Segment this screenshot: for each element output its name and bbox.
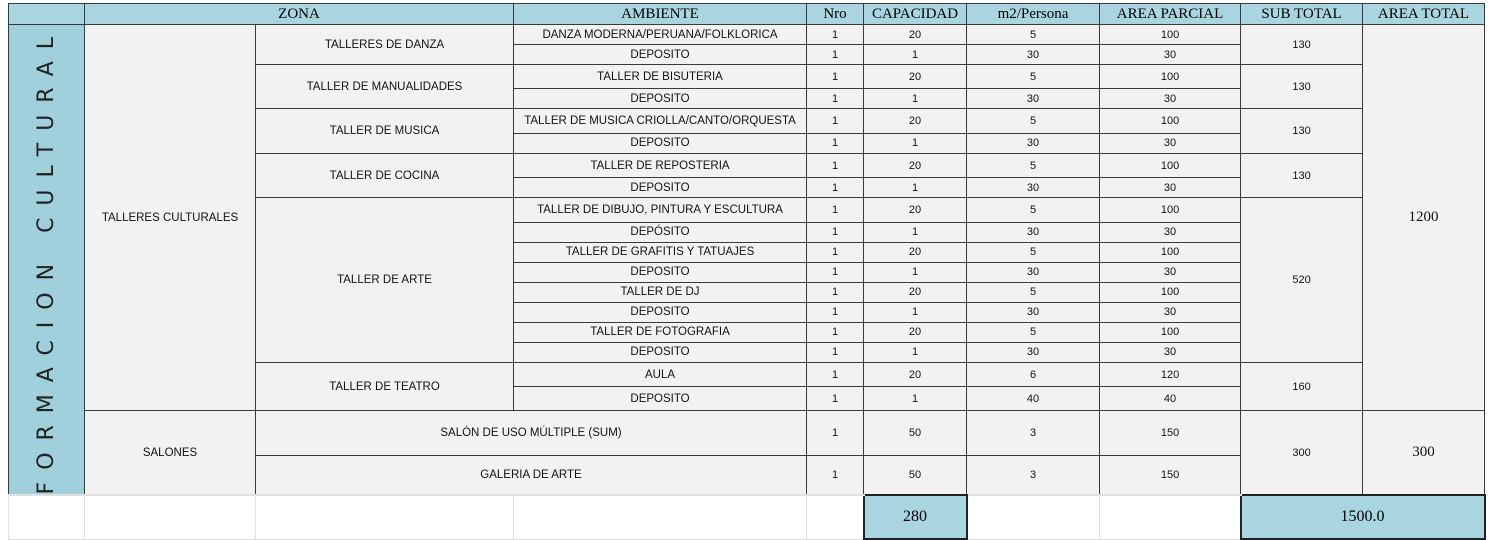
capacidad-cell[interactable]: 20 <box>864 362 967 386</box>
area-cell[interactable]: 100 <box>1100 322 1241 342</box>
capacidad-cell[interactable]: 1 <box>864 387 967 411</box>
area-cell[interactable]: 30 <box>1100 222 1241 242</box>
nro-cell[interactable]: 1 <box>807 153 864 177</box>
capacidad-cell[interactable]: 20 <box>864 322 967 342</box>
nro-cell[interactable]: 1 <box>807 45 864 65</box>
header-capacidad[interactable]: CAPACIDAD <box>864 4 967 25</box>
capacidad-cell[interactable]: 20 <box>864 198 967 222</box>
nro-cell[interactable]: 1 <box>807 262 864 282</box>
nro-cell[interactable]: 1 <box>807 133 864 153</box>
totals-row <box>9 495 1485 539</box>
area-cell[interactable]: 100 <box>1100 282 1241 302</box>
ambiente-cell[interactable]: AULA <box>514 362 807 386</box>
zona-salones[interactable]: SALONES <box>85 411 256 496</box>
m2-cell[interactable]: 5 <box>967 198 1100 222</box>
nro-cell[interactable]: 1 <box>807 282 864 302</box>
empty-cell[interactable] <box>256 495 514 539</box>
subtotal-cell[interactable]: 130 <box>1241 109 1363 153</box>
area-cell[interactable]: 100 <box>1100 198 1241 222</box>
area-cell[interactable]: 30 <box>1100 178 1241 198</box>
ambiente-cell[interactable]: DEPÓSITO <box>514 222 807 242</box>
capacidad-cell[interactable]: 20 <box>864 65 967 89</box>
m2-cell[interactable]: 5 <box>967 153 1100 177</box>
ambiente-cell[interactable]: DEPOSITO <box>514 89 807 109</box>
capacidad-cell[interactable]: 1 <box>864 133 967 153</box>
capacidad-cell[interactable]: 50 <box>864 455 967 495</box>
group-name[interactable]: TALLER DE MUSICA <box>256 109 514 153</box>
m2-cell[interactable]: 30 <box>967 342 1100 362</box>
area-cell[interactable]: 100 <box>1100 153 1241 177</box>
area-cell[interactable]: 100 <box>1100 25 1241 45</box>
nro-cell[interactable]: 1 <box>807 387 864 411</box>
ambiente-cell[interactable]: GALERIA DE ARTE <box>256 455 807 495</box>
ambiente-cell[interactable]: SALÓN DE USO MÚLTIPLE (SUM) <box>256 411 807 456</box>
header-ambiente[interactable]: AMBIENTE <box>514 4 807 25</box>
capacidad-cell[interactable]: 50 <box>864 411 967 456</box>
ambiente-cell[interactable]: DEPOSITO <box>514 302 807 322</box>
ambiente-cell[interactable]: TALLER DE FOTOGRAFIA <box>514 322 807 342</box>
nro-cell[interactable]: 1 <box>807 65 864 89</box>
m2-cell[interactable]: 30 <box>967 262 1100 282</box>
group-name[interactable]: TALLER DE TEATRO <box>256 362 514 410</box>
empty-cell[interactable] <box>967 495 1100 539</box>
ambiente-cell[interactable]: TALLER DE DJ <box>514 282 807 302</box>
subtotal-cell[interactable]: 130 <box>1241 25 1363 65</box>
capacidad-cell[interactable]: 1 <box>864 45 967 65</box>
area-total-talleres[interactable]: 1200 <box>1363 25 1485 411</box>
nro-cell[interactable]: 1 <box>807 222 864 242</box>
ambiente-cell[interactable]: DEPOSITO <box>514 133 807 153</box>
area-cell[interactable]: 100 <box>1100 65 1241 89</box>
m2-cell[interactable]: 3 <box>967 455 1100 495</box>
empty-cell[interactable] <box>85 495 256 539</box>
empty-cell[interactable] <box>9 495 85 539</box>
ambiente-cell[interactable]: DEPOSITO <box>514 45 807 65</box>
program-table <box>8 3 1486 540</box>
header-sub-total[interactable]: SUB TOTAL <box>1241 4 1363 25</box>
capacidad-cell[interactable]: 1 <box>864 178 967 198</box>
empty-cell[interactable] <box>1100 495 1241 539</box>
header-nro[interactable]: Nro <box>807 4 864 25</box>
nro-cell[interactable]: 1 <box>807 302 864 322</box>
table-row <box>9 411 1485 456</box>
ambiente-cell[interactable]: DEPOSITO <box>514 387 807 411</box>
table-row <box>9 25 1485 45</box>
m2-cell[interactable]: 5 <box>967 282 1100 302</box>
m2-cell[interactable]: 5 <box>967 322 1100 342</box>
section-title: FORMACION CULTURAL <box>33 25 59 495</box>
capacidad-cell[interactable]: 1 <box>864 302 967 322</box>
group-name[interactable]: TALLER DE MANUALIDADES <box>256 65 514 109</box>
ambiente-cell[interactable]: TALLER DE GRAFITIS Y TATUAJES <box>514 242 807 262</box>
empty-cell[interactable] <box>514 495 807 539</box>
subtotal-cell[interactable]: 130 <box>1241 65 1363 109</box>
capacidad-cell[interactable]: 20 <box>864 109 967 133</box>
header-zona[interactable]: ZONA <box>85 4 514 25</box>
capacidad-cell[interactable]: 1 <box>864 222 967 242</box>
m2-cell[interactable]: 5 <box>967 242 1100 262</box>
m2-cell[interactable]: 5 <box>967 25 1100 45</box>
nro-cell[interactable]: 1 <box>807 342 864 362</box>
header-m2[interactable]: m2/Persona <box>967 4 1100 25</box>
section-side-cell[interactable] <box>9 25 85 496</box>
header-area-parcial[interactable]: AREA PARCIAL <box>1100 4 1241 25</box>
empty-cell[interactable] <box>807 495 864 539</box>
ambiente-cell[interactable]: TALLER DE DIBUJO, PINTURA Y ESCULTURA <box>514 198 807 222</box>
subtotal-cell[interactable]: 160 <box>1241 362 1363 410</box>
nro-cell[interactable]: 1 <box>807 411 864 456</box>
m2-cell[interactable]: 6 <box>967 362 1100 386</box>
capacidad-cell[interactable]: 20 <box>864 242 967 262</box>
subtotal-cell[interactable]: 130 <box>1241 153 1363 197</box>
area-cell[interactable]: 30 <box>1100 342 1241 362</box>
area-cell[interactable]: 150 <box>1100 455 1241 495</box>
capacidad-cell[interactable]: 20 <box>864 153 967 177</box>
ambiente-cell[interactable]: DEPOSITO <box>514 178 807 198</box>
nro-cell[interactable]: 1 <box>807 242 864 262</box>
side-header-cell[interactable] <box>9 4 85 25</box>
subtotal-cell[interactable]: 300 <box>1241 411 1363 496</box>
ambiente-cell[interactable]: TALLER DE BISUTERIA <box>514 65 807 89</box>
nro-cell[interactable]: 1 <box>807 109 864 133</box>
subtotal-cell[interactable]: 520 <box>1241 198 1363 362</box>
m2-cell[interactable]: 3 <box>967 411 1100 456</box>
area-total-salones[interactable]: 300 <box>1363 411 1485 496</box>
area-cell[interactable]: 150 <box>1100 411 1241 456</box>
capacidad-cell[interactable]: 20 <box>864 282 967 302</box>
ambiente-cell[interactable]: DANZA MODERNA/PERUANA/FOLKLORICA <box>514 25 807 45</box>
group-name[interactable]: TALLER DE COCINA <box>256 153 514 197</box>
m2-cell[interactable]: 5 <box>967 109 1100 133</box>
nro-cell[interactable]: 1 <box>807 322 864 342</box>
header-row <box>9 4 1485 25</box>
zona-talleres[interactable]: TALLERES CULTURALES <box>85 25 256 411</box>
nro-cell[interactable]: 1 <box>807 455 864 495</box>
capacidad-cell[interactable]: 1 <box>864 89 967 109</box>
m2-cell[interactable]: 30 <box>967 89 1100 109</box>
ambiente-cell[interactable]: TALLER DE MUSICA CRIOLLA/CANTO/ORQUESTA <box>514 109 807 133</box>
m2-cell[interactable]: 30 <box>967 302 1100 322</box>
area-cell[interactable]: 40 <box>1100 387 1241 411</box>
area-cell[interactable]: 100 <box>1100 242 1241 262</box>
capacidad-cell[interactable]: 1 <box>864 262 967 282</box>
ambiente-cell[interactable]: DEPOSITO <box>514 342 807 362</box>
total-capacidad[interactable]: 280 <box>864 495 967 539</box>
nro-cell[interactable]: 1 <box>807 198 864 222</box>
header-area-total[interactable]: AREA TOTAL <box>1363 4 1485 25</box>
m2-cell[interactable]: 30 <box>967 222 1100 242</box>
nro-cell[interactable]: 1 <box>807 25 864 45</box>
m2-cell[interactable]: 30 <box>967 45 1100 65</box>
area-cell[interactable]: 30 <box>1100 45 1241 65</box>
ambiente-cell[interactable]: TALLER DE REPOSTERIA <box>514 153 807 177</box>
area-cell[interactable]: 30 <box>1100 302 1241 322</box>
area-cell[interactable]: 100 <box>1100 109 1241 133</box>
capacidad-cell[interactable]: 1 <box>864 342 967 362</box>
total-area[interactable]: 1500.0 <box>1241 495 1485 539</box>
nro-cell[interactable]: 1 <box>807 178 864 198</box>
m2-cell[interactable]: 30 <box>967 178 1100 198</box>
group-name[interactable]: TALLERES DE DANZA <box>256 25 514 65</box>
area-cell[interactable]: 120 <box>1100 362 1241 386</box>
nro-cell[interactable]: 1 <box>807 362 864 386</box>
m2-cell[interactable]: 30 <box>967 133 1100 153</box>
m2-cell[interactable]: 5 <box>967 65 1100 89</box>
ambiente-cell[interactable]: DEPOSITO <box>514 262 807 282</box>
area-cell[interactable]: 30 <box>1100 89 1241 109</box>
group-name[interactable]: TALLER DE ARTE <box>256 198 514 362</box>
capacidad-cell[interactable]: 20 <box>864 25 967 45</box>
nro-cell[interactable]: 1 <box>807 89 864 109</box>
m2-cell[interactable]: 40 <box>967 387 1100 411</box>
area-cell[interactable]: 30 <box>1100 262 1241 282</box>
area-cell[interactable]: 30 <box>1100 133 1241 153</box>
